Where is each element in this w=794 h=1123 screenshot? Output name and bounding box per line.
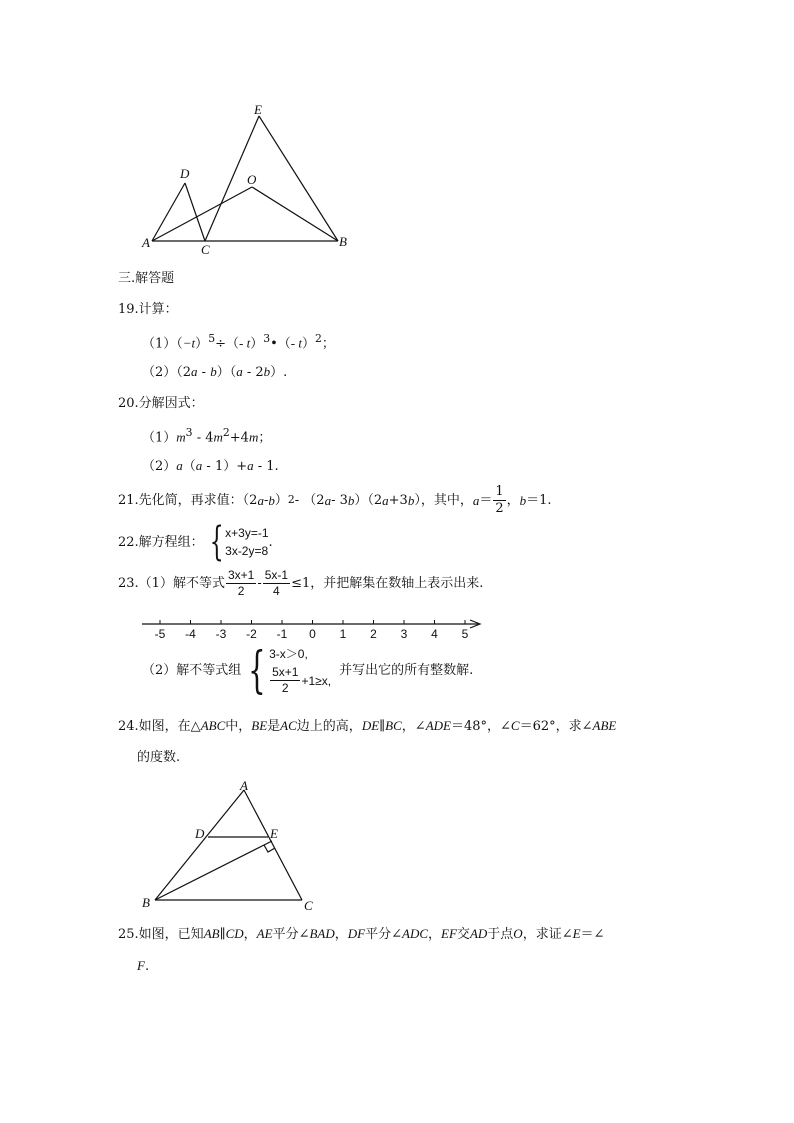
number-line — [135, 612, 485, 642]
q25-line1: 25.如图，已知AB∥CD，AE平分∠BAD，DF平分∠ADC，EF交AD于点O，求证∠E＝∠ — [118, 926, 605, 942]
tick-label: 0 — [309, 627, 316, 641]
tick-label: -5 — [154, 627, 166, 641]
q24-line2: 的度数. — [137, 750, 181, 765]
fraction-5x1-over-4: $\frac{5x-1}{4}$ — [264, 568, 289, 598]
q20-part1: $(1)m^3 - 4m^2+4m$； — [142, 426, 272, 446]
q21: 21.先化简，再求值：（2 a - b ） 2 - （2 a - 3 b ）（2 a +3 b ），其中， a ＝ $\frac{1}{2}$ ， b ＝1. — [118, 484, 552, 516]
label-C: C — [304, 898, 313, 913]
tick-label: -3 — [215, 627, 227, 641]
section-title: 三.解答题 — [118, 271, 175, 286]
label-A: A — [240, 778, 248, 793]
equation-1: x+3y=-1 — [225, 526, 269, 540]
tick-label: 4 — [431, 627, 438, 641]
label-A: A — [142, 235, 150, 250]
inequality-system: { 3-x＞0, $\frac{5x+1}{2}$ +1≥x, — [248, 641, 332, 699]
q23-part1: 23.（1）解不等式 $\frac{3x+1}{2}$ - $\frac{5x-1}{4}$ ≤1，并把解集在数轴上表示出来. — [118, 568, 484, 598]
q25-line2: F. — [137, 958, 150, 974]
tick-label: -2 — [246, 627, 257, 641]
q19-part1: $(1)(-t)^5\div(-$ t）$^3$•（- t）$^2$； — [142, 332, 335, 352]
label-B: B — [339, 234, 347, 249]
q23-part2: （2）解不等式组 { 3-x＞0, $\frac{5x+1}{2}$ +1≥x, 并写出它的所有整数解. — [142, 641, 474, 699]
label-E: E — [270, 826, 278, 841]
q19-heading: 19.计算： — [118, 302, 178, 317]
q22: 22.解方程组： { x+3y=-1 3x-2y=8 . — [118, 519, 273, 565]
geometry-figure-1 — [130, 95, 370, 260]
inequality-2: $\frac{5x+1}{2}$ +1≥x, — [272, 665, 332, 695]
geometry-figure-2 — [130, 775, 330, 915]
tick-label: 5 — [461, 627, 469, 641]
label-C: C — [201, 242, 210, 257]
tick-label: -4 — [185, 627, 196, 641]
inequality-1: 3-x＞0, — [269, 647, 308, 662]
label-D: D — [195, 826, 205, 841]
label-O: O — [247, 172, 257, 187]
equation-2: 3x-2y=8 — [225, 544, 269, 558]
tick-label: 2 — [370, 627, 377, 641]
q19-part2: （2）（2a - b）（a - 2b）. — [142, 364, 288, 380]
label-D: D — [180, 166, 190, 181]
label-B: B — [142, 895, 150, 910]
fraction-3x1-over-2: $\frac{3x+1}{2}$ — [227, 568, 255, 598]
label-E: E — [254, 102, 262, 117]
tick-label: 3 — [400, 627, 408, 641]
equation-system: { x+3y=-1 3x-2y=8 — [209, 519, 269, 565]
q24-line1: 24.如图，在△ABC中，BE是AC边上的高，DE∥BC，∠ADE＝48°，∠C＝62°，求∠ABE — [118, 718, 617, 734]
q20-part2: （2）a（a - 1）+a - 1. — [142, 458, 279, 474]
q20-heading: 20.分解因式： — [118, 396, 204, 411]
tick-label: -1 — [276, 627, 288, 641]
fraction-one-half: $\frac{1}{2}$ — [495, 484, 504, 516]
tick-label: 1 — [339, 627, 347, 641]
